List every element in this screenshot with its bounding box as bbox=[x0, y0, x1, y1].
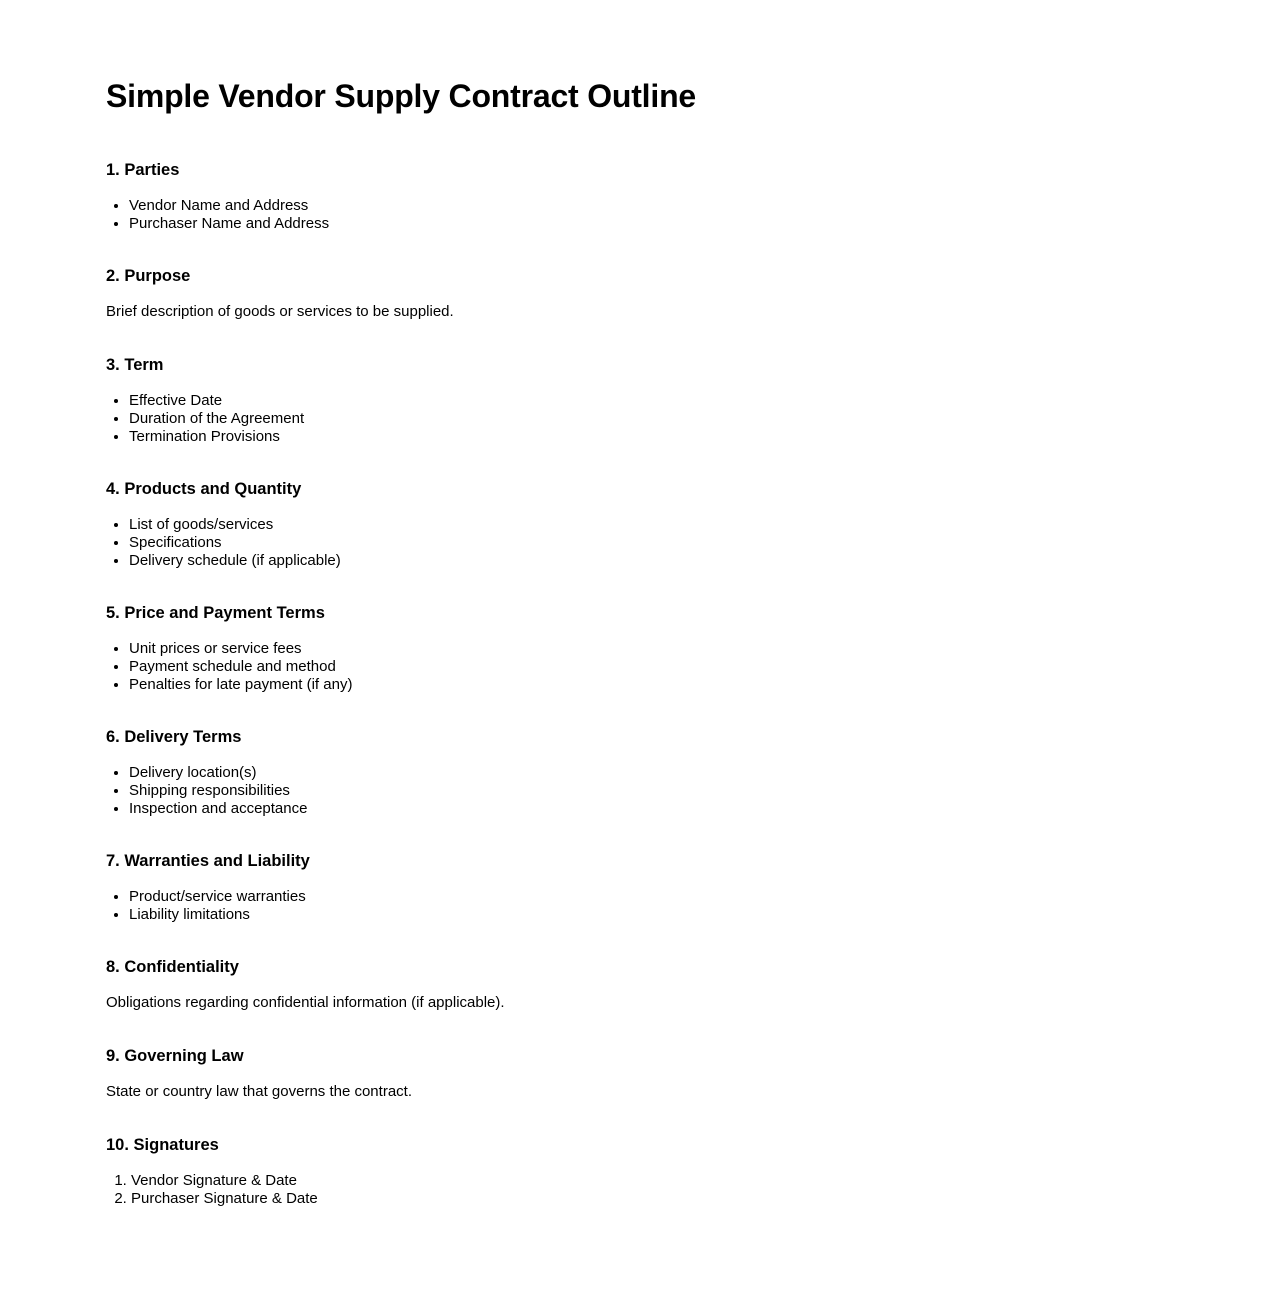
document-section bbox=[106, 604, 1278, 694]
section-paragraph: Brief description of goods or services to be supplied. bbox=[106, 303, 454, 320]
document-section bbox=[106, 480, 1278, 570]
list-item: • Unit prices or service fees bbox=[129, 640, 1278, 658]
document-section bbox=[106, 852, 1278, 924]
section-heading: 9. Governing Law bbox=[106, 1047, 244, 1065]
list-item: • Penalties for late payment (if any) bbox=[129, 676, 1278, 694]
section-heading: 7. Warranties and Liability bbox=[106, 852, 310, 870]
section-heading: 6. Delivery Terms bbox=[106, 728, 242, 746]
ordered-list bbox=[106, 1172, 1278, 1208]
list-item: • Liability limitations bbox=[129, 906, 1278, 924]
section-heading: 10. Signatures bbox=[106, 1136, 219, 1154]
list-item: 1. Vendor Signature & Date bbox=[131, 1172, 1278, 1190]
section-list bbox=[106, 161, 1278, 1208]
list-item: • Product/service warranties bbox=[129, 888, 1278, 906]
bullet-list bbox=[106, 888, 1278, 924]
document-section bbox=[106, 1047, 1278, 1101]
section-heading: 2. Purpose bbox=[106, 267, 191, 285]
list-item: • Specifications bbox=[129, 534, 1278, 552]
list-item: • Shipping responsibilities bbox=[129, 782, 1278, 800]
document-section bbox=[106, 958, 1278, 1012]
document-section bbox=[106, 1136, 1278, 1208]
list-item: • Delivery location(s) bbox=[129, 764, 1278, 782]
section-paragraph: Obligations regarding confidential information (if applicable). bbox=[106, 994, 505, 1011]
list-item: • Duration of the Agreement bbox=[129, 410, 1278, 428]
list-item: • List of goods/services bbox=[129, 516, 1278, 534]
list-item: • Payment schedule and method bbox=[129, 658, 1278, 676]
bullet-list bbox=[106, 640, 1278, 694]
list-item: 2. Purchaser Signature & Date bbox=[131, 1190, 1278, 1208]
bullet-list bbox=[106, 764, 1278, 818]
document-section bbox=[106, 161, 1278, 233]
bullet-list bbox=[106, 197, 1278, 233]
document-section bbox=[106, 267, 1278, 321]
section-heading: 4. Products and Quantity bbox=[106, 480, 302, 498]
page-title: Simple Vendor Supply Contract Outline bbox=[106, 78, 697, 114]
list-item: • Termination Provisions bbox=[129, 428, 1278, 446]
bullet-list bbox=[106, 392, 1278, 446]
list-item: • Effective Date bbox=[129, 392, 1278, 410]
section-heading: 5. Price and Payment Terms bbox=[106, 604, 325, 622]
document-section bbox=[106, 728, 1278, 818]
list-item: • Vendor Name and Address bbox=[129, 197, 1278, 215]
list-item: • Purchaser Name and Address bbox=[129, 215, 1278, 233]
section-heading: 3. Term bbox=[106, 356, 164, 374]
list-item: • Inspection and acceptance bbox=[129, 800, 1278, 818]
list-item: • Delivery schedule (if applicable) bbox=[129, 552, 1278, 570]
section-paragraph: State or country law that governs the contract. bbox=[106, 1083, 412, 1100]
section-heading: 8. Confidentiality bbox=[106, 958, 239, 976]
document-section bbox=[106, 356, 1278, 446]
bullet-list bbox=[106, 516, 1278, 570]
section-heading: 1. Parties bbox=[106, 161, 180, 179]
